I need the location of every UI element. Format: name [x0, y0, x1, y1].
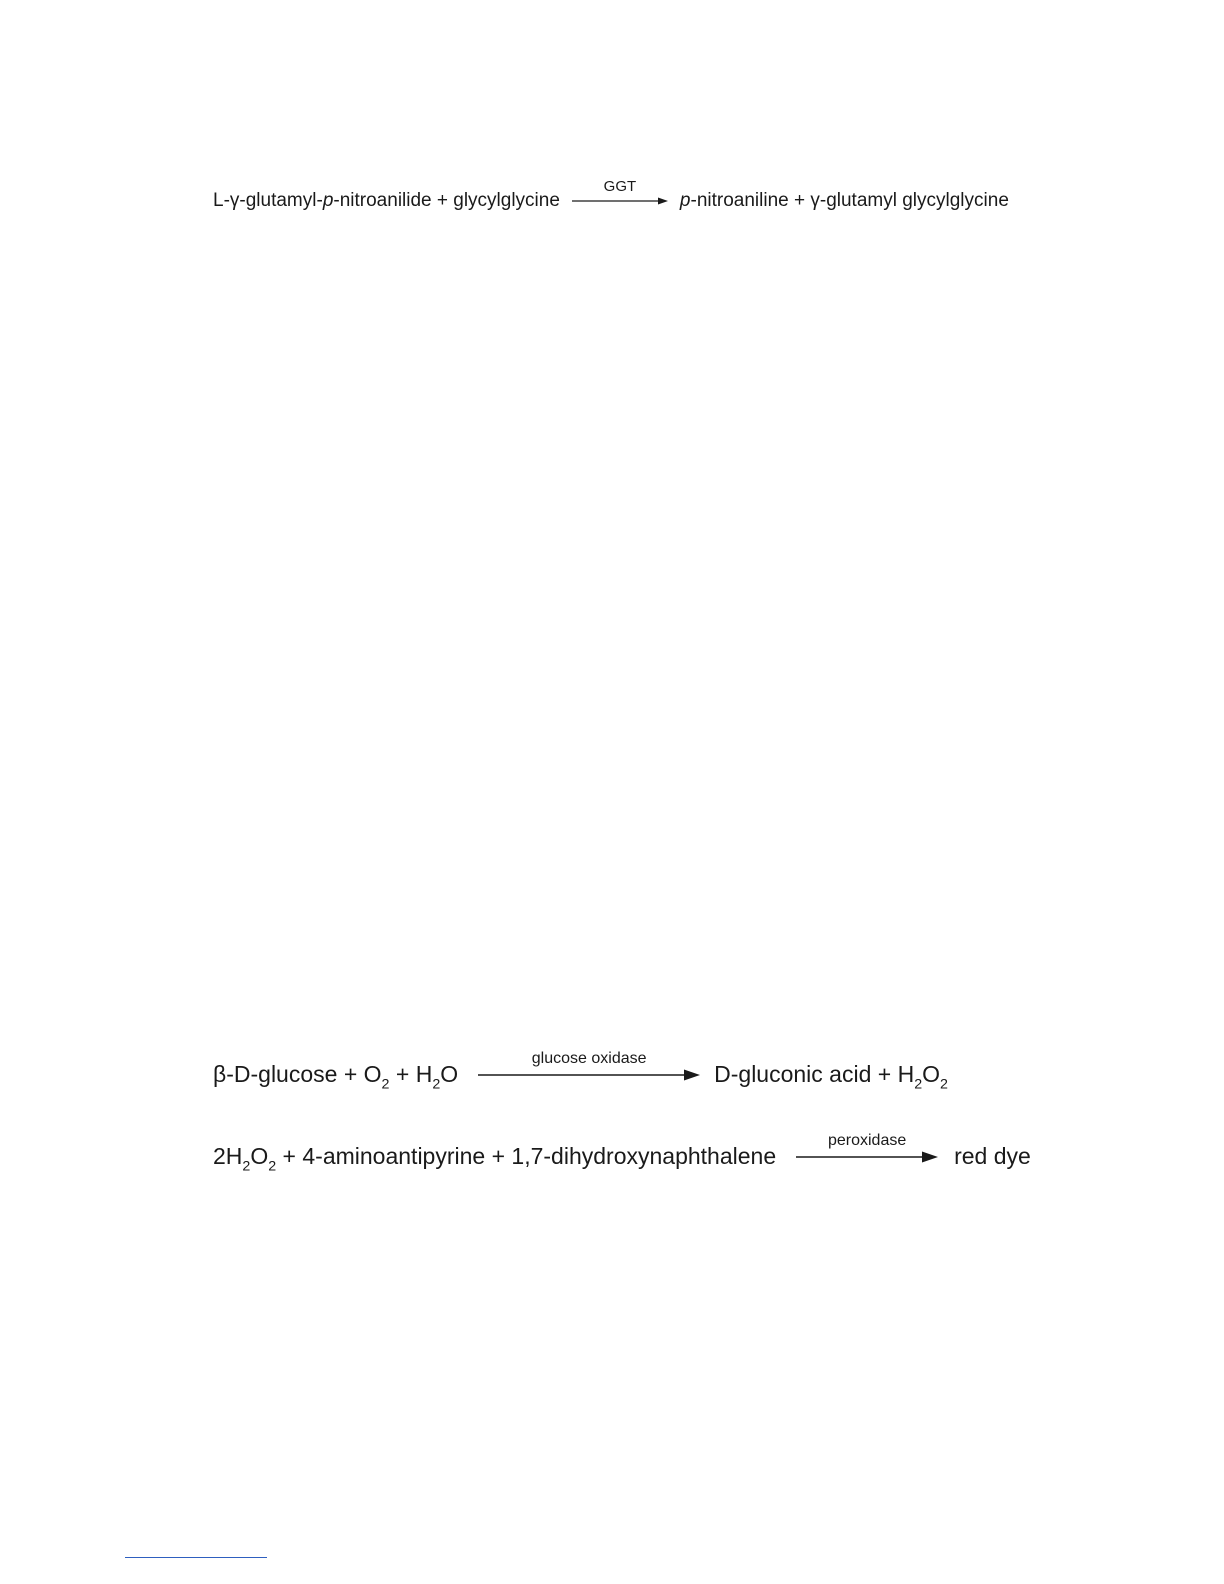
reaction-ggt-products: p-nitroaniline + γ-glutamyl glycylglycine [679, 190, 1009, 211]
reaction-ggt [213, 178, 1009, 212]
reaction-ggt-arrow [572, 178, 668, 206]
reaction-glucose-oxidase-enzyme: glucose oxidase [531, 1049, 647, 1067]
arrow-right-icon [478, 1069, 700, 1081]
reaction-peroxidase-reactants: $2H_2O_2$ + 4-aminoantipyrine + 1,7-dihydroxynaphthalene [213, 1143, 777, 1175]
reaction-peroxidase-products: red dye [954, 1143, 1031, 1169]
reaction-peroxidase-enzyme: peroxidase [827, 1131, 907, 1149]
arrow-right-icon [796, 1151, 938, 1163]
reaction-peroxidase-arrow [796, 1131, 938, 1163]
footnote-separator [125, 1557, 267, 1558]
reaction-glucose-oxidase-reactants: $\beta-D-glucose + O_2 + H_2O$ [213, 1061, 459, 1093]
reaction-ggt-reactants: L-γ-glutamyl-p-nitroanilide + glycylglycine [213, 190, 560, 211]
reaction-glucose-oxidase [213, 1049, 948, 1093]
reaction-glucose-oxidase-arrow [478, 1049, 700, 1081]
reaction-peroxidase [213, 1131, 1031, 1175]
reaction-ggt-enzyme: GGT [603, 178, 637, 195]
arrow-right-icon [572, 196, 668, 206]
reaction-glucose-oxidase-products: D-gluconic acid + $H_2O_2$ [714, 1061, 948, 1093]
